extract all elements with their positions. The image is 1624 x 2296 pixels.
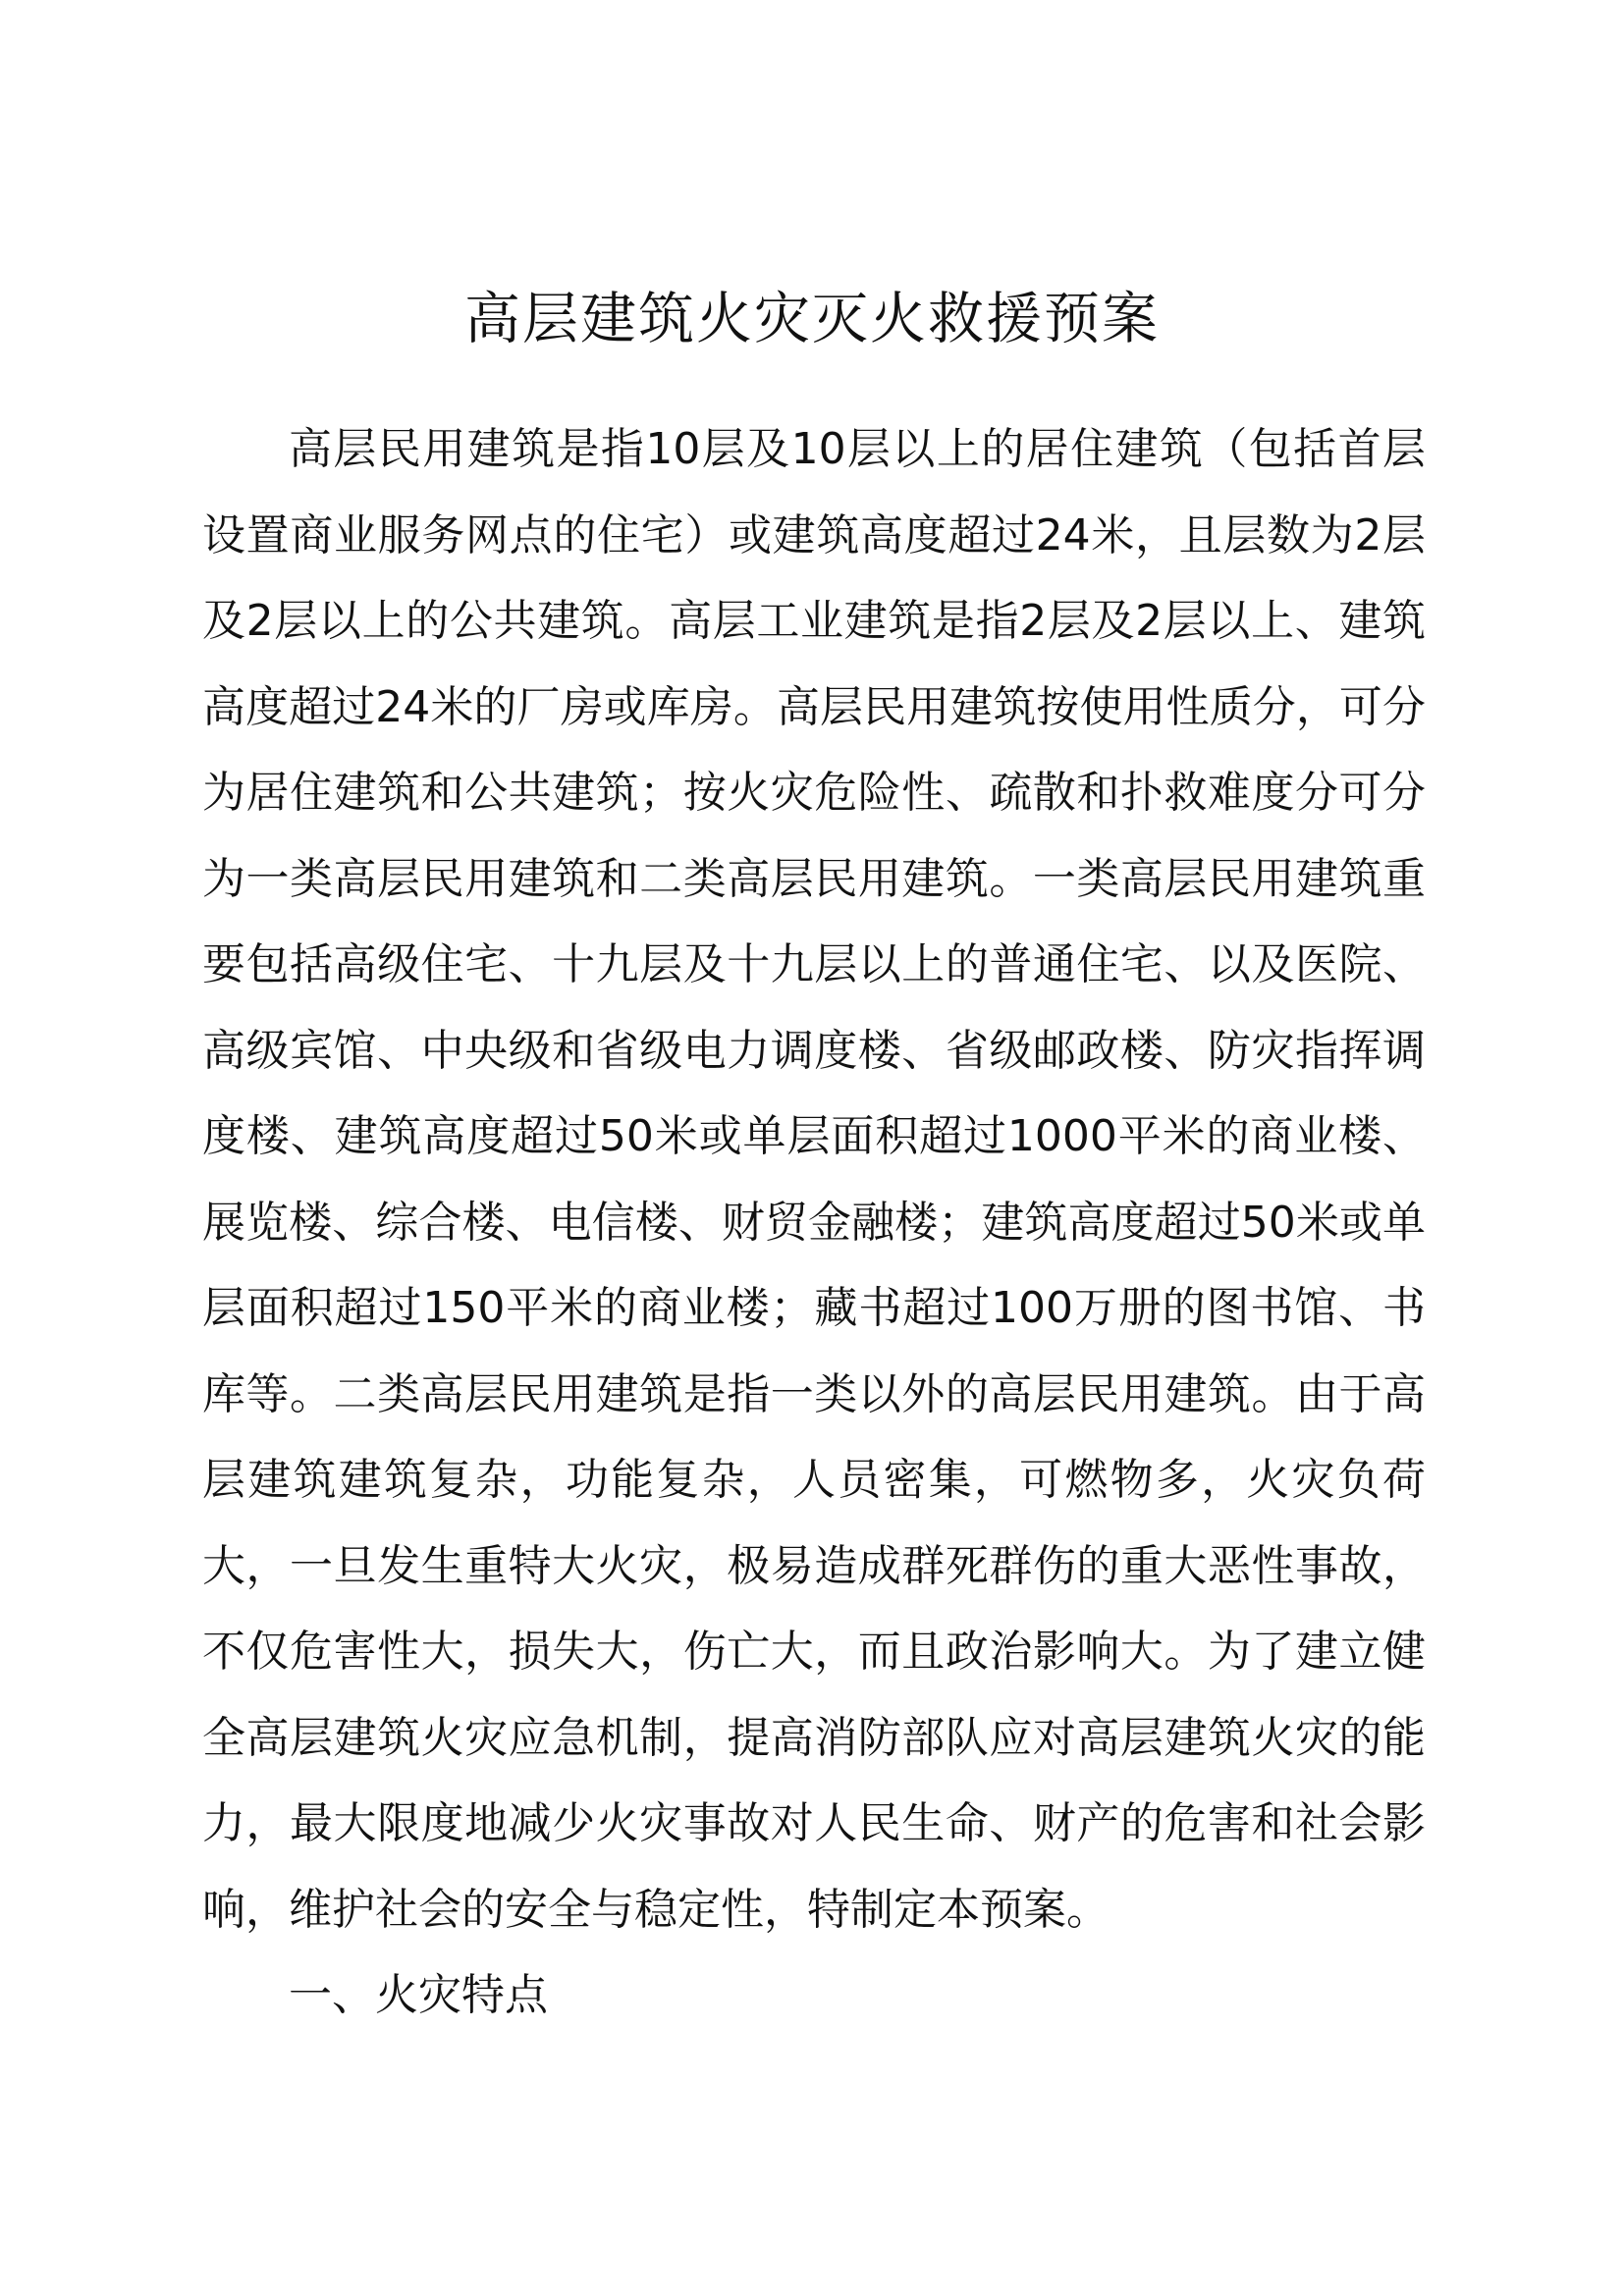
document-title: 高层建筑火灾灭火救援预案 bbox=[464, 287, 1160, 351]
section-heading-fire-characteristics: 一、火灾特点 bbox=[289, 1970, 548, 2020]
document-body bbox=[202, 406, 1426, 2039]
intro-paragraph: 高层民用建筑是指10层及10层以上的居住建筑（包括首层设置商业服务网点的住宅）或建筑高度超过24米，且层数为2层及2层以上的公共建筑。高层工业建筑是指2层及2层以上、建筑高度超过24米的厂房或库房。高层民用建筑按使用性质分，可分为居住建筑和公共建筑；按火灾危险性、疏散和扑救难度分可分为一类高层民用建筑和二类高层民用建筑。一类高层民用建筑重要包括高级住宅、十九层及十九层以上的普通住宅、以及医院、高级宾馆、中央级和省级电力调度楼、省级邮政楼、防灾指挥调度楼、建筑高度超过50米或单层面积超过1000平米的商业楼、展览楼、综合楼、电信楼、财贸金融楼；建筑高度超过50米或单层面积超过150平米的商业楼；藏书超过100万册的图书馆、书库等。二类高层民用建筑是指一类以外的高层民用建筑。由于高层建筑建筑复杂，功能复杂，人员密集，可燃物多，火灾负荷大，一旦发生重特大火灾，极易造成群死群伤的重大恶性事故，不仅危害性大，损失大，伤亡大，而且政治影响大。为了建立健全高层建筑火灾应急机制，提高消防部队应对高层建筑火灾的能力，最大限度地减少火灾事故对人民生命、财产的危害和社会影响，维护社会的安全与稳定性，特制定本预案。 bbox=[202, 424, 1426, 1935]
